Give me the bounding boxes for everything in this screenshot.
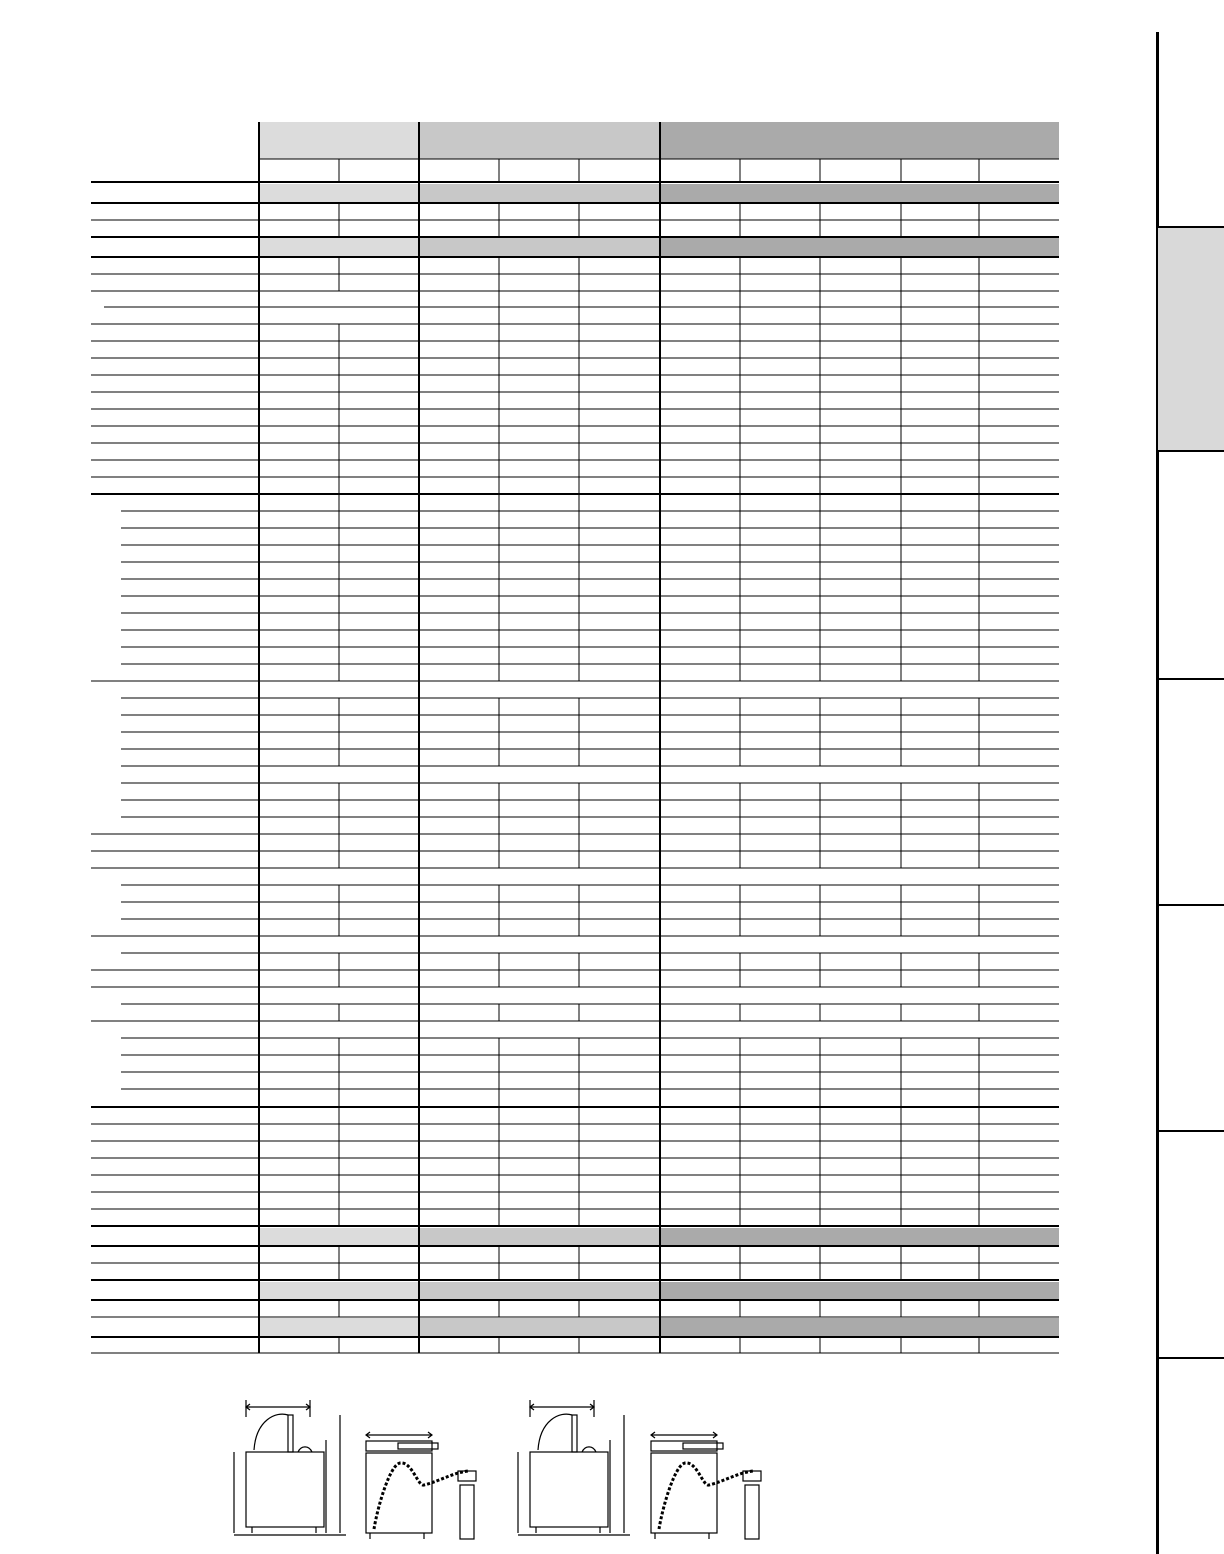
section-band-1 xyxy=(259,1228,419,1246)
side-tab-divider xyxy=(1158,1357,1224,1359)
washer-hose-diagram xyxy=(645,1425,775,1545)
section-band-2 xyxy=(419,184,660,202)
group-header-1 xyxy=(259,122,419,159)
side-tab-active[interactable] xyxy=(1158,226,1224,452)
section-band-2 xyxy=(419,1318,660,1336)
washer-dimension-diagram xyxy=(226,1395,376,1545)
section-band-3 xyxy=(660,184,1059,202)
section-band-2 xyxy=(419,1228,660,1246)
section-band-2 xyxy=(419,238,660,256)
group-header-2 xyxy=(419,122,660,159)
side-tab-divider xyxy=(1158,678,1224,680)
section-band-3 xyxy=(660,1228,1059,1246)
section-band-2 xyxy=(419,1282,660,1300)
side-tab-divider xyxy=(1158,1130,1224,1132)
section-band-3 xyxy=(660,1282,1059,1300)
section-band-3 xyxy=(660,238,1059,256)
group-header-3 xyxy=(660,122,1059,159)
washer-hose-diagram xyxy=(360,1425,490,1545)
washer-dimension-diagram xyxy=(510,1395,660,1545)
section-band-1 xyxy=(259,238,419,256)
section-band-3 xyxy=(660,1318,1059,1336)
section-band-1 xyxy=(259,1282,419,1300)
side-tab-divider xyxy=(1158,904,1224,906)
section-band-1 xyxy=(259,1318,419,1336)
section-band-1 xyxy=(259,184,419,202)
